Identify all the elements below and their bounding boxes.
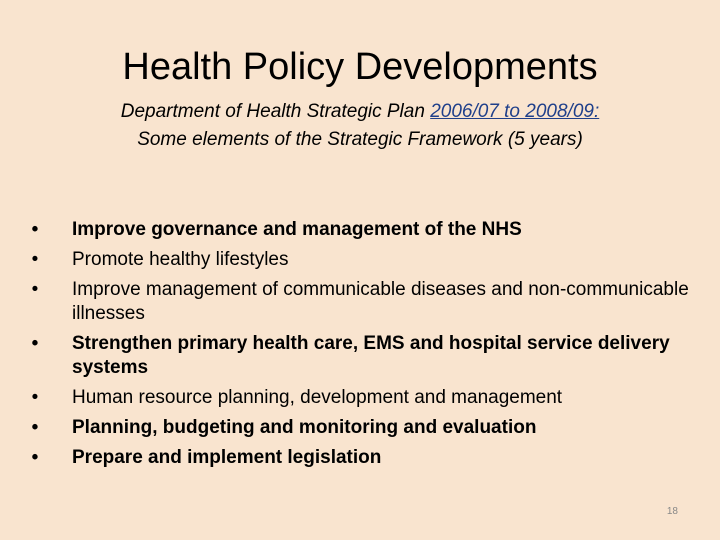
bullet-text: Promote healthy lifestyles — [72, 249, 289, 270]
bullet-icon: • — [31, 249, 39, 270]
bullet-item — [22, 386, 702, 410]
bullet-text: Strengthen primary health care, EMS and hospital service delivery systems — [72, 333, 670, 378]
bullet-list — [22, 218, 702, 476]
bullet-item — [22, 278, 702, 326]
bullet-item — [22, 446, 702, 470]
subtitle-line2: Some elements of the Strategic Framework (5 years) — [137, 129, 583, 150]
bullet-item — [22, 332, 702, 380]
subtitle-period-link: 2006/07 to 2008/09: — [430, 101, 600, 122]
subtitle-prefix: Department of Health Strategic Plan — [120, 101, 431, 122]
bullet-icon: • — [31, 417, 39, 438]
bullet-item — [22, 248, 702, 272]
bullet-text: Prepare and implement legislation — [72, 447, 382, 468]
bullet-text: Improve governance and management of the NHS — [72, 219, 522, 240]
bullet-text: Improve management of communicable diseases and non-communicable illnesses — [72, 279, 689, 324]
page-number: 18 — [666, 506, 678, 517]
bullet-item — [22, 218, 702, 242]
slide-title: Health Policy Developments — [122, 46, 598, 88]
bullet-text: Human resource planning, development and management — [72, 387, 563, 408]
bullet-icon: • — [31, 279, 39, 300]
bullet-item — [22, 416, 702, 440]
bullet-icon: • — [31, 333, 39, 354]
bullet-icon: • — [31, 219, 39, 240]
bullet-text: Planning, budgeting and monitoring and evaluation — [72, 417, 537, 438]
slide-subtitle — [40, 98, 680, 154]
bullet-icon: • — [31, 447, 39, 468]
bullet-icon: • — [31, 387, 39, 408]
